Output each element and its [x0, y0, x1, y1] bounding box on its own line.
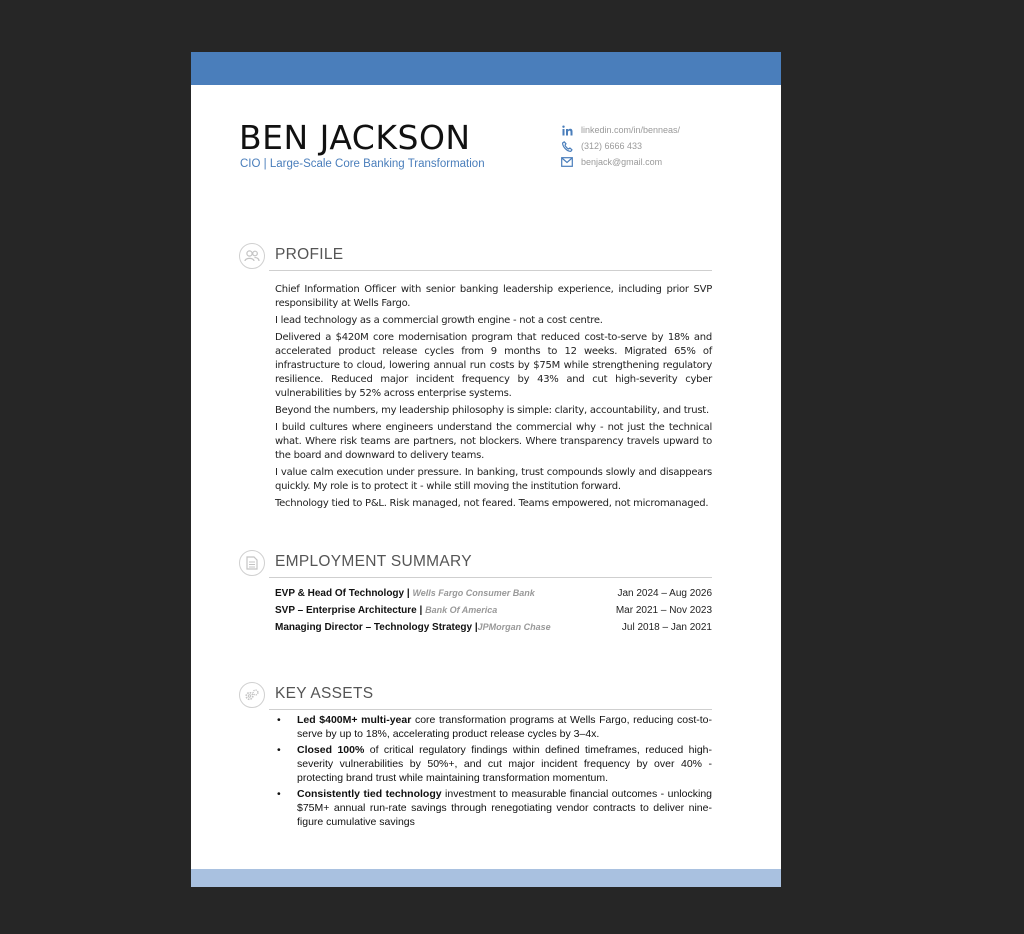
- bullet-icon: •: [277, 744, 281, 756]
- contact-linkedin[interactable]: [561, 122, 680, 138]
- bullet-icon: •: [277, 714, 281, 726]
- job-dates: Jul 2018 – Jan 2021: [621, 622, 712, 633]
- asset-text: investment to measurable financial outcomes - unlocking $75M+ annual run-rate savings through renegotiating vendor contracts to deliver nine-figure cumulative savings: [297, 788, 712, 828]
- candidate-tagline: CIO | Large-Scale Core Banking Transformation: [240, 158, 485, 170]
- assets-title: KEY ASSETS: [275, 685, 374, 702]
- email-icon: [561, 156, 573, 168]
- people-icon: [239, 243, 265, 269]
- asset-item: [275, 743, 712, 785]
- job-list: [275, 585, 712, 636]
- employment-title: EMPLOYMENT SUMMARY: [275, 553, 472, 570]
- asset-text: core transformation programs at Wells Fargo, reducing cost-to-serve by up to 18%, accelerating product release cycles by 3–4x.: [297, 714, 713, 740]
- bottom-color-band: [191, 869, 781, 887]
- phone-text: (312) 6666 433: [581, 141, 643, 151]
- asset-highlight: Closed 100%: [297, 744, 365, 756]
- contact-email[interactable]: [561, 154, 680, 170]
- profile-paragraph: I lead technology as a commercial growth engine - not a cost centre.: [275, 315, 603, 326]
- job-row: [275, 619, 712, 636]
- assets-list: [275, 713, 712, 831]
- job-dates: Mar 2021 – Nov 2023: [615, 605, 712, 616]
- asset-highlight: Consistently tied technology: [297, 788, 442, 800]
- email-text: benjack@gmail.com: [581, 157, 663, 167]
- profile-section-header: [239, 243, 712, 275]
- profile-paragraph: Beyond the numbers, my leadership philosophy is simple: clarity, accountability, and trust.: [275, 405, 709, 416]
- profile-paragraph: I value calm execution under pressure. In banking, trust compounds slowly and disappears quickly. My role is to protect it - while still moving the institution forward.: [275, 467, 712, 492]
- contact-block: [561, 122, 680, 170]
- profile-paragraph: Delivered a $420M core modernisation program that reduced cost-to-serve by 18% and accelerated product release cycles from 9 months to 12 weeks. Migrated 65% of infrastructure to cloud, lowering annual run costs by $75M while strengthening regulatory resilience. Reduced major incident frequency by 43% and cut high-severity cyber vulnerabilities by 52% across enterprise systems.: [275, 332, 712, 399]
- asset-item: [275, 787, 712, 829]
- asset-item: [275, 713, 712, 741]
- phone-icon: [561, 140, 573, 152]
- employment-divider: [269, 577, 712, 578]
- job-company: Wells Fargo Consumer Bank: [412, 588, 535, 598]
- job-role: Managing Director – Technology Strategy |: [275, 622, 478, 633]
- document-icon: [239, 550, 265, 576]
- employment-section-header: [239, 550, 712, 582]
- profile-paragraph: Chief Information Officer with senior banking leadership experience, including prior SVP responsibility at Wells Fargo.: [275, 284, 712, 309]
- asset-highlight: Led $400M+ multi-year: [297, 714, 412, 726]
- asset-text: of critical regulatory findings within defined timeframes, reduced high-severity vulnerabilities by 50%+, and cut major incident frequency by over 40% - protecting brand trust while maintaining transformation momentum.: [297, 744, 712, 784]
- resume-page: [191, 52, 781, 887]
- gears-icon: [239, 682, 265, 708]
- top-color-band: [191, 52, 781, 85]
- job-row: [275, 602, 712, 619]
- profile-paragraph: Technology tied to P&L. Risk managed, not feared. Teams empowered, not micromanaged.: [275, 498, 709, 509]
- assets-divider: [269, 709, 712, 710]
- job-role: SVP – Enterprise Architecture |: [275, 605, 426, 616]
- profile-title: PROFILE: [275, 246, 344, 263]
- bullet-icon: •: [277, 788, 281, 800]
- profile-divider: [269, 270, 712, 271]
- candidate-name: BEN JACKSON: [239, 118, 471, 157]
- job-company: Bank Of America: [425, 605, 498, 615]
- assets-section-header: [239, 682, 712, 714]
- linkedin-text: linkedin.com/in/benneas/: [581, 125, 681, 135]
- job-dates: Jan 2024 – Aug 2026: [617, 588, 712, 599]
- contact-phone[interactable]: [561, 138, 680, 154]
- job-row: [275, 585, 712, 602]
- profile-paragraph: I build cultures where engineers understand the commercial why - not just the technical what. Where risk teams are partners, not blockers. Where transparency travels upward to the board and downward to delivery teams.: [275, 422, 712, 461]
- job-company: JPMorgan Chase: [477, 622, 551, 632]
- profile-body: [275, 283, 712, 514]
- job-role: EVP & Head Of Technology |: [275, 588, 413, 599]
- linkedin-icon: [561, 124, 573, 136]
